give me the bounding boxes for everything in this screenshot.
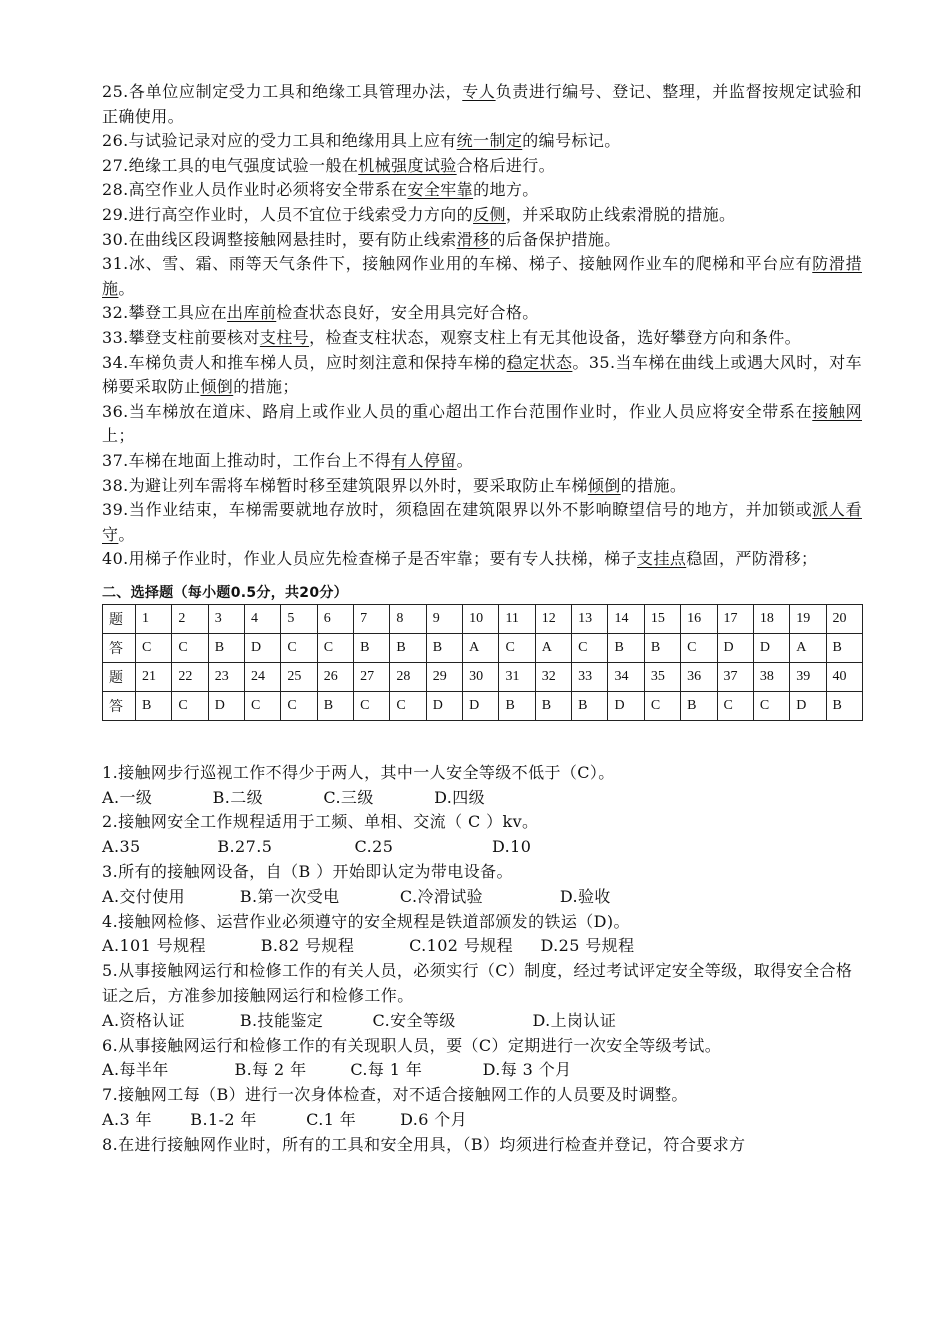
answer-cell: C	[499, 633, 535, 662]
question-text: 的措施。	[620, 475, 687, 495]
row-header: 题	[103, 662, 136, 691]
answer-cell: D	[426, 691, 462, 720]
answer-cell: B	[136, 691, 172, 720]
answer-underlined: 安全牢靠	[407, 180, 474, 200]
mc-options: A.3 年 B.1-2 年 C.1 年 D.6 个月	[102, 1110, 468, 1130]
fill-item	[102, 228, 862, 253]
question-number-cell: 10	[463, 604, 499, 633]
answer-cell: C	[245, 691, 281, 720]
answer-cell: D	[790, 691, 826, 720]
answer-cell: D	[208, 691, 244, 720]
question-text: 负责进行编号、登记、整理，并监督按规定试验和正确使用。	[102, 82, 862, 126]
question-number-cell: 21	[136, 662, 172, 691]
question-text: 31.冰、雪、霜、雨等天气条件下，接触网作业用的车梯、梯子、接触网作业车的爬梯和平台应有	[102, 254, 813, 274]
fill-item	[102, 351, 862, 400]
answer-cell: B	[608, 633, 644, 662]
fill-item	[102, 80, 862, 129]
question-number-cell: 15	[644, 604, 680, 633]
question-number-cell: 28	[390, 662, 426, 691]
answer-underlined: 专人	[462, 82, 496, 101]
mc-question-stem: 3.所有的接触网设备，自（B ）开始即认定为带电设备。	[102, 862, 513, 882]
multiple-choice-section	[102, 761, 862, 1158]
question-text: 29.进行高空作业时，人员不宜位于线索受力方向的	[102, 204, 474, 224]
answer-underlined: 倾倒	[587, 475, 621, 495]
question-number-cell: 34	[608, 662, 644, 691]
question-number-cell: 25	[281, 662, 317, 691]
answer-table	[102, 604, 863, 721]
fill-in-answers	[102, 80, 862, 572]
mc-options: A.交付使用 B.第一次受电 C.冷滑试验 D.验收	[102, 886, 611, 906]
question-number-cell: 7	[354, 604, 390, 633]
mc-question-stem: 7.接触网工每（B）进行一次身体检查，对不适合接触网工作的人员要及时调整。	[102, 1085, 688, 1105]
question-number-cell: 27	[354, 662, 390, 691]
fill-item	[102, 301, 862, 326]
answer-underlined: 出库前	[227, 303, 277, 323]
answer-cell: C	[136, 633, 172, 662]
question-number-cell: 37	[717, 662, 753, 691]
answer-cell: B	[681, 691, 717, 720]
question-text: ，并采取防止线索滑脱的措施。	[505, 204, 736, 224]
question-number-cell: 9	[426, 604, 462, 633]
question-number-cell: 33	[572, 662, 608, 691]
mc-options: A.每半年 B.每 2 年 C.每 1 年 D.每 3 个月	[102, 1060, 572, 1080]
question-number-row	[103, 662, 863, 691]
answer-cell: C	[354, 691, 390, 720]
answer-cell: A	[790, 633, 826, 662]
fill-item	[102, 203, 862, 228]
question-text: 的措施；	[233, 377, 299, 397]
answer-cell: A	[535, 633, 571, 662]
section-title: 二、选择题（每小题0.5分，共20分）	[102, 584, 348, 601]
row-header: 答	[103, 633, 136, 662]
question-text: 39.当作业结束，车梯需要就地存放时，须稳固在建筑限界以外不影响瞭望信号的地方，并加锁或	[102, 500, 813, 520]
answer-cell: C	[681, 633, 717, 662]
question-number-cell: 19	[790, 604, 826, 633]
fill-item	[102, 129, 862, 154]
answer-underlined: 支柱号	[259, 327, 310, 347]
question-number-cell: 22	[172, 662, 208, 691]
mc-question-stem: 6.从事接触网运行和检修工作的有关现职人员，要（C）定期进行一次安全等级考试。	[102, 1035, 722, 1055]
fill-item	[102, 252, 862, 301]
question-number-cell: 26	[317, 662, 353, 691]
question-text: 稳固，严防滑移；	[686, 549, 818, 569]
question-text: 。	[118, 524, 135, 544]
answer-underlined: 接触网	[812, 401, 862, 421]
mc-question-stem: 8.在进行接触网作业时，所有的工具和安全用具，（B）均须进行检查并登记，符合要求方	[102, 1134, 746, 1154]
mc-question-stem: 2.接触网安全工作规程适用于工频、单相、交流（ C ）kv。	[102, 812, 539, 832]
answer-cell: B	[499, 691, 535, 720]
answer-underlined: 防滑措施	[102, 254, 862, 298]
question-text: 26.与试验记录对应的受力工具和绝缘用具上应有	[102, 131, 457, 151]
answer-cell: C	[172, 633, 208, 662]
question-number-cell: 14	[608, 604, 644, 633]
question-number-cell: 30	[463, 662, 499, 691]
answer-cell: A	[463, 633, 499, 662]
question-number-cell: 6	[317, 604, 353, 633]
answer-cell: C	[281, 691, 317, 720]
question-text: 上；	[102, 426, 135, 446]
row-header: 答	[103, 691, 136, 720]
question-number-cell: 38	[753, 662, 789, 691]
question-number-row	[103, 604, 863, 633]
question-text: 37.车梯在地面上推动时，工作台上不得	[102, 450, 392, 470]
answer-cell: C	[717, 691, 753, 720]
fill-item	[102, 474, 862, 499]
answer-cell: C	[572, 633, 608, 662]
answer-cell: C	[644, 691, 680, 720]
answer-cell: C	[317, 633, 353, 662]
answer-cell: B	[826, 633, 862, 662]
mc-question-stem: 5.从事接触网运行和检修工作的有关人员，必须实行（C）制度，经过考试评定安全等级，取得安全合格证之后，方准参加接触网运行和检修工作。	[102, 961, 853, 1006]
answer-underlined: 滑移	[456, 229, 490, 249]
question-text: 合格后进行。	[456, 155, 556, 175]
answer-cell: B	[644, 633, 680, 662]
answer-cell: C	[172, 691, 208, 720]
fill-item	[102, 154, 862, 179]
fill-item	[102, 178, 862, 203]
question-number-cell: 1	[136, 604, 172, 633]
question-number-cell: 2	[172, 604, 208, 633]
question-text: 40.用梯子作业时，作业人员应先检查梯子是否牢靠；要有专人扶梯，梯子	[102, 549, 638, 569]
question-text: 32.攀登工具应在	[102, 303, 228, 323]
question-number-cell: 3	[208, 604, 244, 633]
answer-cell: B	[426, 633, 462, 662]
answer-underlined: 倾倒	[200, 377, 234, 397]
answer-cell: B	[826, 691, 862, 720]
fill-item	[102, 498, 862, 547]
question-number-cell: 12	[535, 604, 571, 633]
answer-cell: D	[753, 633, 789, 662]
question-text: 28.高空作业人员作业时必须将安全带系在	[102, 180, 408, 200]
answer-underlined: 机械强度试验	[358, 155, 457, 175]
answer-cell: B	[208, 633, 244, 662]
answer-underlined: 统一制定	[456, 131, 523, 151]
question-number-cell: 24	[245, 662, 281, 691]
question-number-cell: 40	[826, 662, 862, 691]
question-number-cell: 39	[790, 662, 826, 691]
mc-options: A.资格认证 B.技能鉴定 C.安全等级 D.上岗认证	[102, 1010, 617, 1030]
question-text: 的编号标记。	[522, 131, 621, 151]
answer-cell: C	[753, 691, 789, 720]
question-text: 的后备保护措施。	[489, 229, 621, 249]
question-number-cell: 17	[717, 604, 753, 633]
question-text: 33.攀登支柱前要核对	[102, 327, 260, 347]
question-text: 。	[456, 450, 474, 470]
answer-cell: B	[390, 633, 426, 662]
question-text: 27.绝缘工具的电气强度试验一般在	[102, 155, 359, 175]
answer-row	[103, 691, 863, 720]
question-text: 25.各单位应制定受力工具和绝缘工具管理办法，	[102, 82, 463, 101]
answer-cell: D	[245, 633, 281, 662]
answer-cell: B	[317, 691, 353, 720]
answer-cell: B	[354, 633, 390, 662]
fill-item	[102, 449, 862, 474]
fill-item	[102, 547, 862, 572]
answer-cell: C	[281, 633, 317, 662]
answer-underlined: 反侧	[473, 204, 506, 224]
question-text: 38.为避让列车需将车梯暂时移至建筑限界以外时，要采取防止车梯	[102, 475, 588, 495]
row-header: 题	[103, 604, 136, 633]
question-text: 的地方。	[473, 180, 539, 200]
question-number-cell: 32	[535, 662, 571, 691]
answer-cell: B	[572, 691, 608, 720]
mc-options: A.一级 B.二级 C.三级 D.四级	[102, 787, 486, 807]
question-text: 检查状态良好，安全用具完好合格。	[276, 303, 539, 323]
answer-underlined: 支挂点	[637, 549, 687, 569]
mc-options: A.101 号规程 B.82 号规程 C.102 号规程 D.25 号规程	[102, 936, 635, 956]
answer-underlined: 派人看守	[102, 500, 862, 544]
question-number-cell: 11	[499, 604, 535, 633]
answer-cell: C	[390, 691, 426, 720]
question-text: 34.车梯负责人和推车梯人员，应时刻注意和保持车梯的	[102, 352, 507, 372]
question-text: 36.当车梯放在道床、路肩上或作业人员的重心超出工作台范围作业时，作业人员应将安全带系在	[102, 401, 813, 421]
answer-cell: D	[463, 691, 499, 720]
answer-cell: D	[608, 691, 644, 720]
question-number-cell: 20	[826, 604, 862, 633]
question-number-cell: 29	[426, 662, 462, 691]
question-number-cell: 5	[281, 604, 317, 633]
answer-underlined: 稳定状态	[506, 352, 573, 372]
question-number-cell: 31	[499, 662, 535, 691]
question-number-cell: 36	[681, 662, 717, 691]
mc-question-stem: 1.接触网步行巡视工作不得少于两人，其中一人安全等级不低于（C）。	[102, 762, 615, 782]
question-number-cell: 35	[644, 662, 680, 691]
answer-row	[103, 633, 863, 662]
question-text: 。	[118, 278, 135, 298]
answer-cell: D	[717, 633, 753, 662]
fill-item	[102, 326, 862, 351]
question-text: 30.在曲线区段调整接触网悬挂时，要有防止线索	[102, 229, 457, 249]
answer-cell: B	[535, 691, 571, 720]
document-page	[102, 80, 862, 1158]
question-number-cell: 16	[681, 604, 717, 633]
answer-underlined: 有人停留	[391, 450, 457, 470]
question-number-cell: 18	[753, 604, 789, 633]
question-number-cell: 4	[245, 604, 281, 633]
mc-question-stem: 4.接触网检修、运营作业必须遵守的安全规程是铁道部颁发的铁运（D)。	[102, 911, 630, 931]
question-number-cell: 8	[390, 604, 426, 633]
question-text: 。35.当车梯在曲线上或遇大风时，对车梯要采取防止	[102, 352, 862, 397]
question-text: ，检查支柱状态，观察支柱上有无其他设备，选好攀登方向和条件。	[309, 327, 802, 347]
fill-item	[102, 400, 862, 449]
question-number-cell: 23	[208, 662, 244, 691]
question-number-cell: 13	[572, 604, 608, 633]
mc-options: A.35 B.27.5 C.25 D.10	[102, 837, 532, 857]
